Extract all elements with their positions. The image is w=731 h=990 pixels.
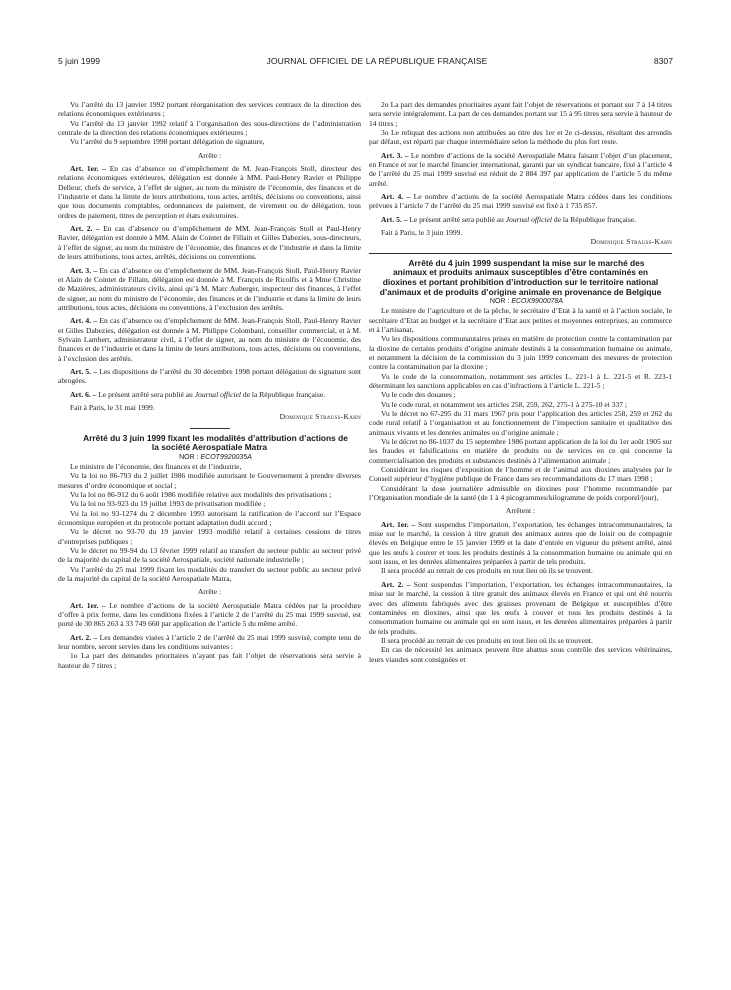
article-1 bbox=[58, 164, 361, 220]
left-column bbox=[58, 100, 361, 670]
journal-officiel-text: Journal officiel bbox=[505, 214, 553, 224]
decree-title: Arrêté du 4 juin 1999 suspendant la mise sur le marché des animaux et produits animaux susceptibles d’être contaminés en dioxines et portant prohibition d’introduction sur le territoire national d’animaux et de produits d’origine animale en provenance de Belgique bbox=[379, 257, 662, 297]
arretent-heading: Arrêtent : bbox=[505, 506, 536, 516]
paragraph: Vu l’arrêté du 13 janvier 1992 portant réorganisation des services centraux de la direction des relations économiques extérieures ; bbox=[58, 100, 361, 119]
arrete-heading: Arrête : bbox=[197, 150, 222, 160]
decree-title: Arrêté du 3 juin 1999 fixant les modalités d’attribution d’actions de la société Aerospatiale Matra bbox=[83, 432, 348, 453]
article-2 bbox=[369, 580, 672, 636]
divider bbox=[369, 253, 672, 254]
paragraph: Vu le code de la consommation, notamment ses articles L. 221-1 à L. 221-5 et R. 223-1 déterminant les sanctions applicables en cas d’infractions à l’article L. 221-5 ; bbox=[369, 371, 672, 390]
article-label: Art. 2. – bbox=[381, 579, 411, 589]
paragraph: Le ministre de l’économie, des finances et de l’industrie, bbox=[70, 461, 242, 471]
nor-label: NOR : bbox=[489, 298, 512, 306]
right-column bbox=[369, 100, 672, 664]
paragraph: Vu le décret no 86-1037 du 15 septembre 1986 portant application de la loi du 1er août 1905 sur les fraudes et falsifications en matière de produits ou de services en ce qui concerne la commercialisation des produits et substances destinés à l’alimentation animale ; bbox=[369, 437, 672, 465]
article-label: Art. 4. – bbox=[70, 316, 98, 326]
article-1 bbox=[58, 601, 361, 629]
article-text: Les demandes visées à l’article 2 de l’arrêté du 25 mai 1999 susvisé, compte tenu de leur nombre, seront servies dans les conditions suivantes : bbox=[58, 632, 361, 652]
header-date: 5 juin 1999 bbox=[58, 56, 101, 66]
article-4 bbox=[58, 316, 361, 363]
list-item: 1o La part des demandes prioritaires n’ayant pas fait l’objet de réservations sera servie à hauteur de 7 titres ; bbox=[58, 651, 361, 670]
paragraph: En cas de nécessité les animaux peuvent être abattus sous contrôle des services vétérinaires, leurs viandes sont consignées et bbox=[369, 645, 672, 664]
article-label: Art. 1er. – bbox=[381, 519, 416, 529]
article-text: Le nombre d’actions de la société Aerospatiale Matra cédées dans les conditions prévues à l’article 7 de l’arrêté du 25 mai 1999 susvisé est fixé à 1 735 857. bbox=[369, 192, 672, 211]
nor-code: ECOX9900078A bbox=[511, 298, 564, 306]
paragraph: Vu l’arrêté du 25 mai 1999 fixant les modalités du transfert du secteur public au secteur privé de la majorité du capital de la société Aerospatiale Matra, bbox=[58, 564, 361, 583]
article-text: de la République française. bbox=[552, 214, 637, 224]
article-text: En cas d’absence ou d’empêchement de MM. Jean-François Stoll et Paul-Henry Ravier, délégation est donnée à MM. Alain de Cointet de Fillain et Gilles Dabezies, sous-directeurs, à l’effet de signer, au nom du ministre de l’économie, des finances et de l’industrie et dans la limite de leurs attributions, tous actes, arrêtés, décisions ou conventions. bbox=[58, 224, 361, 262]
article-text: Le nombre d’actions de la société Aerospatiale Matra faisant l’objet d’un placement, en France et sur le marché financier international, garanti par un syndicat bancaire, fixé à l’article 4 de l’arrêté du 25 mai 1999 susvisé est réduit de 2 884 397 par application de l’article 5 du même arrêté. bbox=[369, 150, 672, 188]
article-label: Art. 6. – bbox=[70, 389, 97, 399]
article-2 bbox=[58, 633, 361, 652]
article-text: En cas d’absence ou d’empêchement de M. Jean-François Stoll, directeur des relations économiques extérieures, délégation est donnée à MM. Paul-Henry Ravier et Philippe Delleur, chefs de service, à l’effet de signer, au nom du ministre de l’économie, des finances et de l’industrie et dans la limite de leurs attributions, tous actes, arrêtés, décisions ou conventions, ainsi que tous documents comptables, ordonnances de paiement, de virement ou de délégation, tous ordres de paiement, titres de perception et états exécutoires. bbox=[58, 164, 362, 220]
paragraph: Il sera procédé au retrait de ces produits en tout lieu où ils se trouvent. bbox=[381, 635, 593, 645]
fait-a-paris: Fait à Paris, le 3 juin 1999. bbox=[381, 228, 463, 238]
paragraph: Considérant la dose journalière admissible en dioxines pour l’homme recommandée par l’Organisation mondiale de la santé (de 1 à 4 picogrammes/kilogramme de poids corporel/jour), bbox=[369, 483, 672, 503]
article-label: Art. 5. – bbox=[70, 366, 98, 376]
list-item: 2o La part des demandes prioritaires ayant fait l’objet de réservations et portant sur 7 à 14 titres sera servie intégralement. La part de ces demandes portant sur 15 à 95 titres sera servie à hauteur de 14 titres ; bbox=[369, 100, 672, 128]
header-page-number: 8307 bbox=[653, 56, 673, 66]
article-5 bbox=[369, 215, 672, 224]
article-text: Le présent arrêté sera publié au bbox=[409, 214, 506, 224]
paragraph: Vu l’arrêté du 9 septembre 1998 portant délégation de signature, bbox=[70, 137, 265, 147]
paragraph: Vu le code des douanes ; bbox=[381, 390, 456, 400]
article-text: de la République française. bbox=[241, 389, 326, 399]
paragraph: Vu le code rural, et notamment ses articles 258, 259, 262, 275-1 à 275-10 et 337 ; bbox=[381, 399, 628, 409]
list-item: 3o Le reliquat des actions non attribuées au titre des 1er et 2e ci-dessus, résultant des arrondis par défaut, est réparti par chaque intermédiaire selon la méthode du plus fort reste. bbox=[369, 128, 672, 147]
article-3 bbox=[369, 151, 672, 188]
article-label: Art. 1er. – bbox=[70, 600, 106, 610]
journal-officiel-text: Journal officiel bbox=[194, 389, 242, 399]
nor-reference bbox=[58, 453, 361, 462]
paragraph: Considérant les risques d’exposition de l’homme et de l’animal aux dioxines analysées par le Conseil supérieur d’hygiène publique de France dans ses recommandations du 17 mars 1998 ; bbox=[369, 465, 672, 484]
article-text: Le présent arrêté sera publié au bbox=[98, 389, 195, 399]
paragraph: Vu l’arrêté du 13 janvier 1992 relatif à l’organisation des sous-directions de l’administration centrale de la direction des relations économiques extérieures ; bbox=[58, 118, 361, 138]
article-label: Art. 3. – bbox=[70, 265, 98, 275]
paragraph: Vu le décret no 99-94 du 13 février 1999 relatif au transfert du secteur public au secteur privé de la majorité du capital de la société Aerospatiale, société nationale industrielle ; bbox=[58, 545, 361, 565]
paragraph: Vu la loi no 86-793 du 2 juillet 1986 modifiée autorisant le Gouvernement à prendre diverses mesures d’ordre économique et social ; bbox=[58, 471, 361, 490]
article-label: Art. 5. – bbox=[381, 214, 408, 224]
paragraph: Vu les dispositions communautaires prises en matière de protection contre la contamination par la dioxine de certains produits d’origine animale destinés à la consommation humaine ou animale, et notamment la décision de la commission du 3 juin 1999 concernant des mesures de protection contre la contamination par la dioxine ; bbox=[369, 334, 672, 372]
paragraph: Le ministre de l’agriculture et de la pêche, le secrétaire d’Etat à la santé et à l’action sociale, le secrétaire d’Etat au budget et la secrétaire d’Etat aux petites et moyennes entreprises, au commerce et à l’artisanat, bbox=[369, 306, 672, 334]
nor-label: NOR : bbox=[179, 453, 201, 461]
article-4 bbox=[369, 192, 672, 211]
article-text: En cas d’absence ou d’empêchement de MM. Jean-François Stoll, Paul-Henry Ravier et Alain de Cointet de Fillain, délégation est donnée à M. François de Ricolfis et à Mme Christine de Mazières, administrateurs civils, ainsi qu’à M. Marc Auberger, inspecteur des finances, à l’effet de signer, au nom du ministre de l’économie, des finances et de l’industrie et dans la limite de leurs attributions, tous actes, décisions ou conventions, à l’exclusion des arrêtés. bbox=[58, 265, 361, 312]
arrete-heading: Arrête : bbox=[197, 587, 222, 597]
article-text: En cas d’absence ou d’empêchement de MM. Jean-François Stoll, Paul-Henry Ravier et Gilles Dabezies, délégation est donnée à M. Philippe Colombani, conseiller commercial, et à M. Sylvain Lambert, administrateur civil, à l’effet de signer, au nom du ministre de l’économie, des finances et de l’industrie et dans la limite de leurs attributions, tous actes, décisions ou conventions, à l’exclusion des arrêtés. bbox=[58, 316, 361, 363]
paragraph: Il sera procédé au retrait de ces produits en tout lieu où ils se trouvent. bbox=[381, 566, 593, 576]
signature: Dominique Strauss-Kahn bbox=[279, 412, 361, 422]
header-journal-title: JOURNAL OFFICIEL DE LA RÉPUBLIQUE FRANÇAISE bbox=[266, 56, 488, 66]
nor-reference bbox=[369, 297, 672, 306]
article-5 bbox=[58, 367, 361, 386]
article-2 bbox=[58, 224, 361, 261]
article-text: Sont suspendus l’importation, l’exportation, les échanges intracommunautaires, la mise sur le marché, la cession à titre gratuit des animaux élevés en France et qui ont été nourris avec des aliments fabriqués avec des graisses provenant de Belgique et susceptibles d’être contaminées en dioxines, ainsi que les œufs à couver et tous les produits destinés à la consommation humaine ou animale qui en sont issus, et les denrées alimentaires préparées à partir de tels produits. bbox=[369, 579, 672, 636]
paragraph: Vu la loi no 93-923 du 19 juillet 1993 de privatisation modifiée ; bbox=[70, 499, 266, 509]
paragraph: Vu la loi no 93-1274 du 2 décembre 1993 autorisant la ratification de l’accord sur l’Espace économique européen et du protocole portant adaptation dudit accord ; bbox=[58, 508, 361, 527]
page-header bbox=[58, 56, 673, 66]
paragraph: Vu le décret no 93-70 du 19 janvier 1993 modifié relatif à certaines cessions de titres d’entreprises publiques ; bbox=[58, 527, 361, 546]
paragraph: Vu la loi no 86-912 du 6 août 1986 modifiée relative aux modalités des privatisations ; bbox=[70, 489, 332, 499]
article-label: Art. 2. – bbox=[70, 632, 98, 642]
article-label: Art. 4. – bbox=[381, 192, 411, 202]
signature: Dominique Strauss-Kahn bbox=[590, 237, 672, 247]
article-3 bbox=[58, 266, 361, 313]
article-label: Art. 3. – bbox=[381, 150, 409, 160]
article-text: Le nombre d’actions de la société Aerospatiale Matra cédées par la procédure d’offre à prix ferme, dans les conditions fixées à l’article 2 de l’arrêté du 25 mai 1999 susvisé, est porté de 30 865 263 à 33 749 660 par application de l’article 5 du même arrêté. bbox=[58, 600, 362, 629]
article-label: Art. 1er. – bbox=[70, 164, 106, 174]
article-text: Les dispositions de l’arrêté du 30 décembre 1998 portant délégation de signature sont abrogées. bbox=[58, 366, 361, 386]
article-label: Art. 2. – bbox=[70, 224, 100, 234]
article-1 bbox=[369, 520, 672, 567]
divider bbox=[190, 428, 230, 429]
article-6 bbox=[58, 390, 361, 399]
fait-a-paris: Fait à Paris, le 31 mai 1999. bbox=[70, 402, 155, 412]
paragraph: Vu le décret no 67-295 du 31 mars 1967 pris pour l’application des articles 258, 259 et 262 du code rural relatif à l’organisation et au fonctionnement de l’inspection sanitaire et qualitative des animaux vivants et les denrées animales ou d’origine animale ; bbox=[369, 408, 672, 437]
nor-code: ECOT9920035A bbox=[200, 453, 252, 461]
article-text: Sont suspendus l’importation, l’exportation, les échanges intracommunautaires, la mise sur le marché, la cession à titre gratuit des animaux autres que de loisir ou de compagnie élevés en Belgique entre le 15 janvier 1999 et la date d’entrée en vigueur du présent arrêté, ainsi que les œufs à couver et tous les produits destinés à la consommation humaine ou animale qui en sont issus, et les denrées alimentaires préparées à partir de tels produits. bbox=[369, 519, 673, 567]
